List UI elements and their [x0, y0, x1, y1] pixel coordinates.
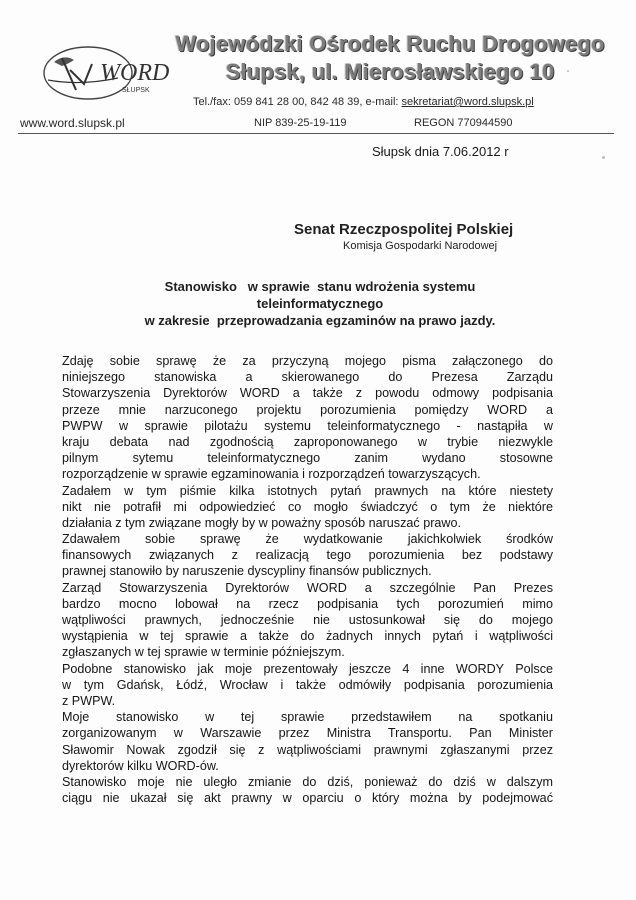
body-line: Zdaję sobie sprawę że za przyczyną mojego pisma załączonego do — [62, 354, 553, 368]
institution-name — [170, 30, 610, 86]
body-line: zorganizowanym w Warszawie przez Ministra Transportu. Pan Minister — [62, 726, 553, 741]
body-line: przeze mnie narzuconego projektu porozumienia pomiędzy WORD a — [62, 402, 553, 417]
regon-number: REGON 770944590 — [414, 117, 513, 129]
body-line: Stowarzyszenia Dyrektorów WORD a także z powodu odmowy podpisania — [62, 386, 553, 401]
letter-body — [62, 353, 553, 806]
body-line: w tym Gdańsk, Łódź, Wrocław i także odmówiły podpisania porozumienia — [62, 677, 553, 692]
body-line: prawnej stanowiło by naruszenie dyscypliny finansów publicznych. — [62, 564, 432, 579]
contact-line — [193, 96, 613, 108]
body-line: Podobne stanowisko jak moje prezentowały jeszcze 4 inne WORDY Polsce — [62, 661, 553, 676]
contact-phone: Tel./fax: 059 841 28 00, 842 48 39, e-mail: — [193, 96, 402, 108]
body-line: wątpliwości prawnych, jednocześnie nie ustosunkował się do mojego — [62, 613, 553, 627]
body-line: ciągu nie ukazał się akt prawny w oparciu o który można by podejmować — [62, 791, 553, 806]
scan-speck — [602, 156, 605, 159]
recipient-name: Senat Rzeczpospolitej Polskiej — [294, 221, 514, 238]
recipient-committee: Komisja Gospodarki Narodowej — [343, 240, 498, 252]
body-line: z PWPW. — [62, 693, 116, 708]
body-line: PWPW w sprawie pilotażu systemu teleinformatycznego - nastąpiła w — [62, 418, 553, 433]
logo-word-text: WORD — [100, 60, 170, 86]
institution-name-line1: Wojewódzki Ośrodek Ruchu Drogowego — [175, 31, 605, 56]
body-line: nikt nie potrafił mi odpowiedzieć co mogło świadczyć o tym że niektóre — [62, 499, 553, 514]
letter-subject — [80, 278, 560, 329]
body-line: rozporządzenie w sprawie egzaminowania i rozporządzeń towarzyszących. — [62, 467, 481, 482]
nip-number: NIP 839-25-19-119 — [254, 117, 347, 129]
body-line: wystąpienia w tej sprawie a także do żadnych innych pytań i wątpliwości — [62, 629, 553, 644]
subject-line1: Stanowisko w sprawie stanu wdrożenia systemu — [164, 279, 476, 294]
body-line: niniejszego stanowiska a skierowanego do Prezesa Zarządu — [62, 370, 553, 385]
body-line: Stanowisko moje nie uległo zmianie do dziś, ponieważ do dziś w dalszym — [62, 774, 553, 789]
word-logo-graphic — [40, 40, 190, 110]
body-line: dyrektorów kilku WORD-ów. — [62, 758, 219, 773]
body-line: Zadałem w tym piśmie kilka istotnych pytań prawnych na które niestety — [62, 483, 553, 498]
contact-email: sekretariat@word.slupsk.pl — [401, 96, 534, 108]
letter-date: Słupsk dnia 7.06.2012 r — [372, 144, 509, 159]
header-divider — [18, 133, 614, 134]
body-line: Sławomir Nowak zgodził się z wątpliwościami prawnymi zgłaszanymi przez — [62, 742, 553, 757]
subject-line2: teleinformatycznego — [256, 296, 384, 311]
body-line: finansowych związanych z realizacją tego porozumienia bez podstawy — [62, 548, 553, 563]
body-line: pilnym sytemu teleinformatycznego zanim wydano stosowne — [62, 451, 553, 466]
body-line: Zarząd Stowarzyszenia Dyrektorów WORD a szczególnie Pan Prezes — [62, 580, 553, 595]
recipient-block — [294, 221, 594, 252]
word-logo — [40, 40, 190, 110]
body-line: Moje stanowisko w tej sprawie przedstawiłem na spotkaniu — [62, 710, 553, 725]
subject-line3: w zakresie przeprowadzania egzaminów na prawo jazdy. — [144, 313, 496, 328]
body-line: bardzo mocno lobował na rzecz podpisania tych porozumień mimo — [62, 596, 553, 611]
body-line: kraju debata nad zgodnością zaproponowanego w trybie niezwykle — [62, 434, 553, 449]
body-line: Zdawałem sobie sprawę że wydatkowanie jakichkolwiek środków — [62, 532, 553, 547]
institution-address-line2: Słupsk, ul. Mierosławskiego 10 — [225, 59, 555, 84]
body-line: działania z tym związane mogły by w poważny sposób naruszać prawo. — [62, 515, 461, 530]
body-line: zgłaszanych w tej sprawie w terminie późniejszym. — [62, 645, 345, 660]
logo-city-text: SŁUPSK — [122, 87, 150, 94]
website-url: www.word.slupsk.pl — [20, 116, 125, 130]
scan-speck — [567, 70, 569, 72]
